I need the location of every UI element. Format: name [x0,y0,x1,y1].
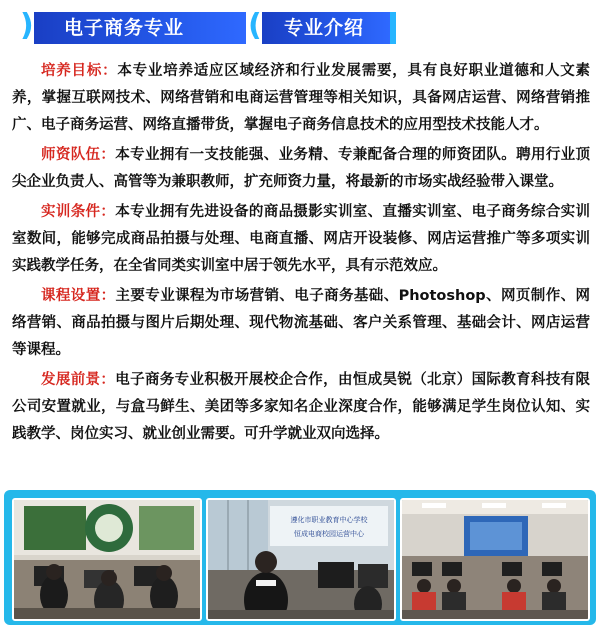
paragraph-prospects [12,367,590,448]
bracket-decoration-icon: ( [248,8,263,43]
paragraph-training-facilities [12,199,590,280]
paragraph-text: 本专业拥有先进设备的商品摄影实训室、直播实训室、电子商务综合实训室数间，能够完成商品拍摄与处理、电商直播、网店开设装修、网店运营推广等多项实训实践教学任务，在全省同类实训室中居于领先水平，具有示范效应。 [12,204,591,274]
tab-major-name [20,8,246,44]
bracket-decoration-icon: ) [20,8,35,43]
classroom-photo-2 [206,498,396,621]
paragraph-text: 电子商务专业积极开展校企合作，由恒成昊锐（北京）国际教育科技有限公司安置就业，与盒马鲜生、美团等多家知名企业深度合作，能够满足学生岗位认知、实践教学、岗位实习、就业创业需要。可升学就业双向选择。 [12,372,591,442]
paragraph-key: 培养目标： [41,63,118,79]
intro-content [12,58,590,451]
major-title: 电子商务专业 [64,17,185,39]
sign-line-1: 遵化市职业教育中心学校 [290,516,368,524]
paragraph-key: 实训条件： [41,204,116,220]
photo-strip [4,490,596,625]
paragraph-faculty [12,142,590,196]
section-title: 专业介绍 [284,17,365,39]
classroom-photo-1 [12,498,202,621]
paragraph-text: 本专业拥有一支技能强、业务精、专兼配备合理的师资团队。聘用行业顶尖企业负责人、高管等为兼职教师，扩充师资力量，将最新的市场实战经验带入课堂。 [12,147,591,190]
paragraph-text: 本专业培养适应区域经济和行业发展需要，具有良好职业道德和人文素养，掌握互联网技术、网络营销和电商运营管理等相关知识，具备网店运营、网络营销推广、电子商务运营、网络直播带货，掌握电子商务信息技术的应用型技术技能人才。 [12,63,590,133]
paragraph-key: 课程设置： [41,288,116,304]
tab-major-intro [248,8,390,44]
paragraph-curriculum [12,283,590,364]
paragraph-text: 主要专业课程为市场营销、电子商务基础、Photoshop、网页制作、网络营销、商品拍摄与图片后期处理、现代物流基础、客户关系管理、基础会计、网店运营等课程。 [12,288,590,358]
tab-end-cap [390,12,396,44]
paragraph-training-goal [12,58,590,139]
paragraph-key: 师资队伍： [41,147,116,163]
sign-line-2: 恒成电商校园运营中心 [294,530,364,538]
header-bar [0,0,600,44]
paragraph-key: 发展前景： [41,372,116,388]
classroom-photo-3 [400,498,590,621]
